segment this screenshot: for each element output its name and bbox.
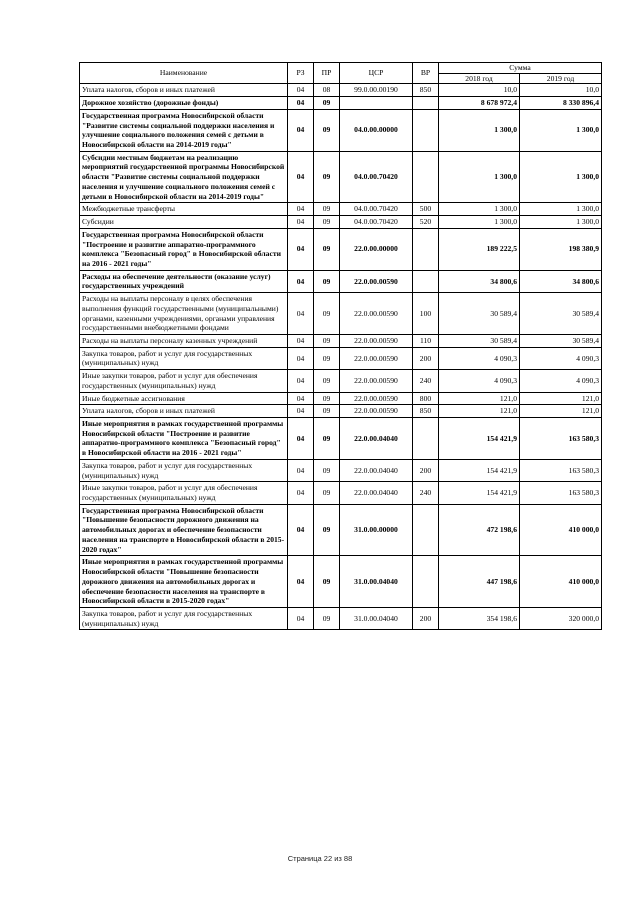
cell-name: Закупка товаров, работ и услуг для государственных (муниципальных) нужд: [80, 459, 288, 481]
cell-sum-2019: 8 330 896,4: [520, 97, 602, 110]
cell-sum-2018: 1 300,0: [439, 109, 520, 151]
cell-csr: 22.0.00.00590: [340, 405, 413, 418]
cell-name: Иные закупки товаров, работ и услуг для обеспечения государственных (муниципальных) нужд: [80, 370, 288, 392]
cell-rz: 04: [288, 228, 314, 270]
cell-name: Субсидии местным бюджетам на реализацию мероприятий государственной программы Новосибирской области "Развитие системы социальной поддержки населения и улучшение социального положения семей с детьми в Новосибирской области на 2014-2019 годы": [80, 151, 288, 203]
cell-sum-2018: 8 678 972,4: [439, 97, 520, 110]
cell-name: Государственная программа Новосибирской области "Построение и развитие аппаратно-программного комплекса "Безопасный город" в Новосибирской области на 2016 - 2021 годы": [80, 228, 288, 270]
budget-table-container: [79, 62, 601, 630]
cell-name: Расходы на выплаты персоналу в целях обеспечения выполнения функций государственными (муниципальными) органами, казенными учреждениями, органами управления государственными внебюджетными фондами: [80, 293, 288, 335]
table-row: [80, 203, 602, 216]
cell-pr: 09: [314, 203, 340, 216]
header-csr: ЦСР: [340, 63, 413, 84]
table-row: [80, 334, 602, 347]
cell-pr: 09: [314, 216, 340, 229]
cell-sum-2019: 320 000,0: [520, 607, 602, 629]
cell-name: Закупка товаров, работ и услуг для государственных (муниципальных) нужд: [80, 607, 288, 629]
cell-sum-2018: 472 198,6: [439, 504, 520, 556]
cell-csr: 04.0.00.70420: [340, 216, 413, 229]
cell-sum-2019: 30 589,4: [520, 334, 602, 347]
budget-table: [79, 62, 602, 630]
table-row: [80, 405, 602, 418]
cell-vr: 110: [413, 334, 439, 347]
cell-csr: 22.0.00.04040: [340, 418, 413, 460]
cell-csr: 22.0.00.00590: [340, 293, 413, 335]
cell-sum-2019: 198 380,9: [520, 228, 602, 270]
table-row: [80, 370, 602, 392]
cell-sum-2018: 30 589,4: [439, 293, 520, 335]
cell-vr: 200: [413, 607, 439, 629]
cell-sum-2018: 154 421,9: [439, 482, 520, 504]
cell-sum-2019: 10,0: [520, 84, 602, 97]
table-row: [80, 556, 602, 608]
cell-sum-2019: 121,0: [520, 392, 602, 405]
cell-name: Межбюджетные трансферты: [80, 203, 288, 216]
cell-name: Субсидии: [80, 216, 288, 229]
table-row: [80, 97, 602, 110]
cell-rz: 04: [288, 482, 314, 504]
cell-vr: [413, 109, 439, 151]
cell-vr: [413, 228, 439, 270]
cell-sum-2018: 1 300,0: [439, 151, 520, 203]
cell-pr: 09: [314, 334, 340, 347]
table-row: [80, 392, 602, 405]
table-row: [80, 607, 602, 629]
cell-vr: [413, 151, 439, 203]
cell-rz: 04: [288, 97, 314, 110]
cell-rz: 04: [288, 556, 314, 608]
cell-rz: 04: [288, 270, 314, 292]
header-year-2019: 2019 год: [520, 73, 602, 84]
cell-vr: 850: [413, 405, 439, 418]
cell-sum-2018: 354 198,6: [439, 607, 520, 629]
cell-pr: 09: [314, 97, 340, 110]
cell-name: Дорожное хозяйство (дорожные фонды): [80, 97, 288, 110]
cell-rz: 04: [288, 504, 314, 556]
cell-sum-2018: 121,0: [439, 392, 520, 405]
cell-name: Иные бюджетные ассигнования: [80, 392, 288, 405]
cell-pr: 09: [314, 556, 340, 608]
table-row: [80, 482, 602, 504]
cell-name: Государственная программа Новосибирской области "Повышение безопасности дорожного движения на автомобильных дорогах и обеспечение безопасности населения на транспорте в Новосибирской области в 2015-2020 годах": [80, 504, 288, 556]
cell-sum-2019: 121,0: [520, 405, 602, 418]
cell-vr: 800: [413, 392, 439, 405]
table-row: [80, 228, 602, 270]
cell-csr: 99.0.00.00190: [340, 84, 413, 97]
cell-pr: 09: [314, 370, 340, 392]
cell-vr: [413, 556, 439, 608]
cell-sum-2018: 1 300,0: [439, 203, 520, 216]
cell-name: Расходы на обеспечение деятельности (оказание услуг) государственных учреждений: [80, 270, 288, 292]
table-row: [80, 216, 602, 229]
cell-pr: 09: [314, 293, 340, 335]
cell-rz: 04: [288, 405, 314, 418]
cell-pr: 09: [314, 607, 340, 629]
cell-rz: 04: [288, 151, 314, 203]
cell-sum-2019: 1 300,0: [520, 216, 602, 229]
cell-vr: [413, 270, 439, 292]
cell-csr: 31.0.00.04040: [340, 607, 413, 629]
cell-vr: 850: [413, 84, 439, 97]
cell-csr: 04.0.00.70420: [340, 203, 413, 216]
cell-pr: 09: [314, 347, 340, 369]
cell-csr: 22.0.00.04040: [340, 482, 413, 504]
cell-csr: 31.0.00.04040: [340, 556, 413, 608]
table-row: [80, 109, 602, 151]
cell-vr: [413, 418, 439, 460]
cell-pr: 08: [314, 84, 340, 97]
cell-sum-2019: 410 000,0: [520, 504, 602, 556]
cell-pr: 09: [314, 228, 340, 270]
cell-sum-2019: 34 800,6: [520, 270, 602, 292]
table-row: [80, 504, 602, 556]
page-footer: Страница 22 из 88: [287, 854, 353, 863]
table-row: [80, 84, 602, 97]
cell-pr: 09: [314, 482, 340, 504]
cell-name: Закупка товаров, работ и услуг для государственных (муниципальных) нужд: [80, 347, 288, 369]
cell-rz: 04: [288, 370, 314, 392]
header-sum: Сумма: [439, 63, 602, 74]
cell-csr: 22.0.00.00000: [340, 228, 413, 270]
cell-sum-2018: 1 300,0: [439, 216, 520, 229]
cell-name: Уплата налогов, сборов и иных платежей: [80, 405, 288, 418]
cell-sum-2019: 1 300,0: [520, 151, 602, 203]
cell-rz: 04: [288, 347, 314, 369]
cell-rz: 04: [288, 84, 314, 97]
cell-rz: 04: [288, 418, 314, 460]
cell-sum-2019: 410 000,0: [520, 556, 602, 608]
cell-csr: 22.0.00.04040: [340, 459, 413, 481]
cell-rz: 04: [288, 334, 314, 347]
cell-rz: 04: [288, 203, 314, 216]
cell-csr: 04.0.00.70420: [340, 151, 413, 203]
cell-csr: 22.0.00.00590: [340, 392, 413, 405]
cell-csr: 22.0.00.00590: [340, 347, 413, 369]
table-row: [80, 293, 602, 335]
cell-sum-2019: 4 090,3: [520, 347, 602, 369]
cell-sum-2018: 447 198,6: [439, 556, 520, 608]
table-row: [80, 418, 602, 460]
table-row: [80, 347, 602, 369]
cell-vr: 240: [413, 482, 439, 504]
cell-sum-2018: 34 800,6: [439, 270, 520, 292]
cell-name: Уплата налогов, сборов и иных платежей: [80, 84, 288, 97]
cell-rz: 04: [288, 607, 314, 629]
cell-pr: 09: [314, 459, 340, 481]
header-year-2018: 2018 год: [439, 73, 520, 84]
table-row: [80, 151, 602, 203]
cell-rz: 04: [288, 293, 314, 335]
cell-rz: 04: [288, 459, 314, 481]
cell-sum-2019: 163 580,3: [520, 459, 602, 481]
cell-sum-2018: 4 090,3: [439, 347, 520, 369]
cell-pr: 09: [314, 151, 340, 203]
cell-csr: 22.0.00.00590: [340, 270, 413, 292]
cell-pr: 09: [314, 270, 340, 292]
cell-name: Иные мероприятия в рамках государственной программы Новосибирской области "Построение и развитие аппаратно-программного комплекса "Безопасный город" в Новосибирской области на 2016 - 2021 годы": [80, 418, 288, 460]
table-row: [80, 459, 602, 481]
cell-csr: 22.0.00.00590: [340, 334, 413, 347]
cell-sum-2019: 30 589,4: [520, 293, 602, 335]
cell-rz: 04: [288, 109, 314, 151]
table-row: [80, 270, 602, 292]
cell-sum-2019: 163 580,3: [520, 418, 602, 460]
cell-vr: 200: [413, 347, 439, 369]
cell-name: Иные закупки товаров, работ и услуг для обеспечения государственных (муниципальных) нужд: [80, 482, 288, 504]
cell-vr: [413, 97, 439, 110]
cell-rz: 04: [288, 392, 314, 405]
cell-sum-2019: 4 090,3: [520, 370, 602, 392]
cell-sum-2018: 154 421,9: [439, 418, 520, 460]
cell-vr: 200: [413, 459, 439, 481]
header-rz: РЗ: [288, 63, 314, 84]
cell-csr: [340, 97, 413, 110]
header-pr: ПР: [314, 63, 340, 84]
cell-rz: 04: [288, 216, 314, 229]
cell-pr: 09: [314, 504, 340, 556]
cell-sum-2018: 10,0: [439, 84, 520, 97]
table-body: [80, 84, 602, 630]
cell-sum-2019: 163 580,3: [520, 482, 602, 504]
cell-vr: 100: [413, 293, 439, 335]
cell-sum-2019: 1 300,0: [520, 109, 602, 151]
cell-sum-2019: 1 300,0: [520, 203, 602, 216]
cell-vr: 240: [413, 370, 439, 392]
cell-name: Государственная программа Новосибирской области "Развитие системы социальной поддержки населения и улучшение социального положения семей с детьми в Новосибирской области на 2014-2019 годы": [80, 109, 288, 151]
cell-pr: 09: [314, 418, 340, 460]
cell-pr: 09: [314, 392, 340, 405]
cell-name: Расходы на выплаты персоналу казенных учреждений: [80, 334, 288, 347]
cell-name: Иные мероприятия в рамках государственной программы Новосибирской области "Повышение безопасности дорожного движения на автомобильных дорогах и обеспечение безопасности населения на транспорте в Новосибирской области в 2015-2020 годах": [80, 556, 288, 608]
cell-csr: 22.0.00.00590: [340, 370, 413, 392]
cell-vr: [413, 504, 439, 556]
cell-vr: 520: [413, 216, 439, 229]
cell-sum-2018: 4 090,3: [439, 370, 520, 392]
cell-csr: 31.0.00.00000: [340, 504, 413, 556]
header-name: Наименование: [80, 63, 288, 84]
cell-sum-2018: 121,0: [439, 405, 520, 418]
cell-pr: 09: [314, 109, 340, 151]
cell-sum-2018: 154 421,9: [439, 459, 520, 481]
cell-csr: 04.0.00.00000: [340, 109, 413, 151]
cell-sum-2018: 30 589,4: [439, 334, 520, 347]
cell-pr: 09: [314, 405, 340, 418]
cell-vr: 500: [413, 203, 439, 216]
header-vr: ВР: [413, 63, 439, 84]
cell-sum-2018: 189 222,5: [439, 228, 520, 270]
